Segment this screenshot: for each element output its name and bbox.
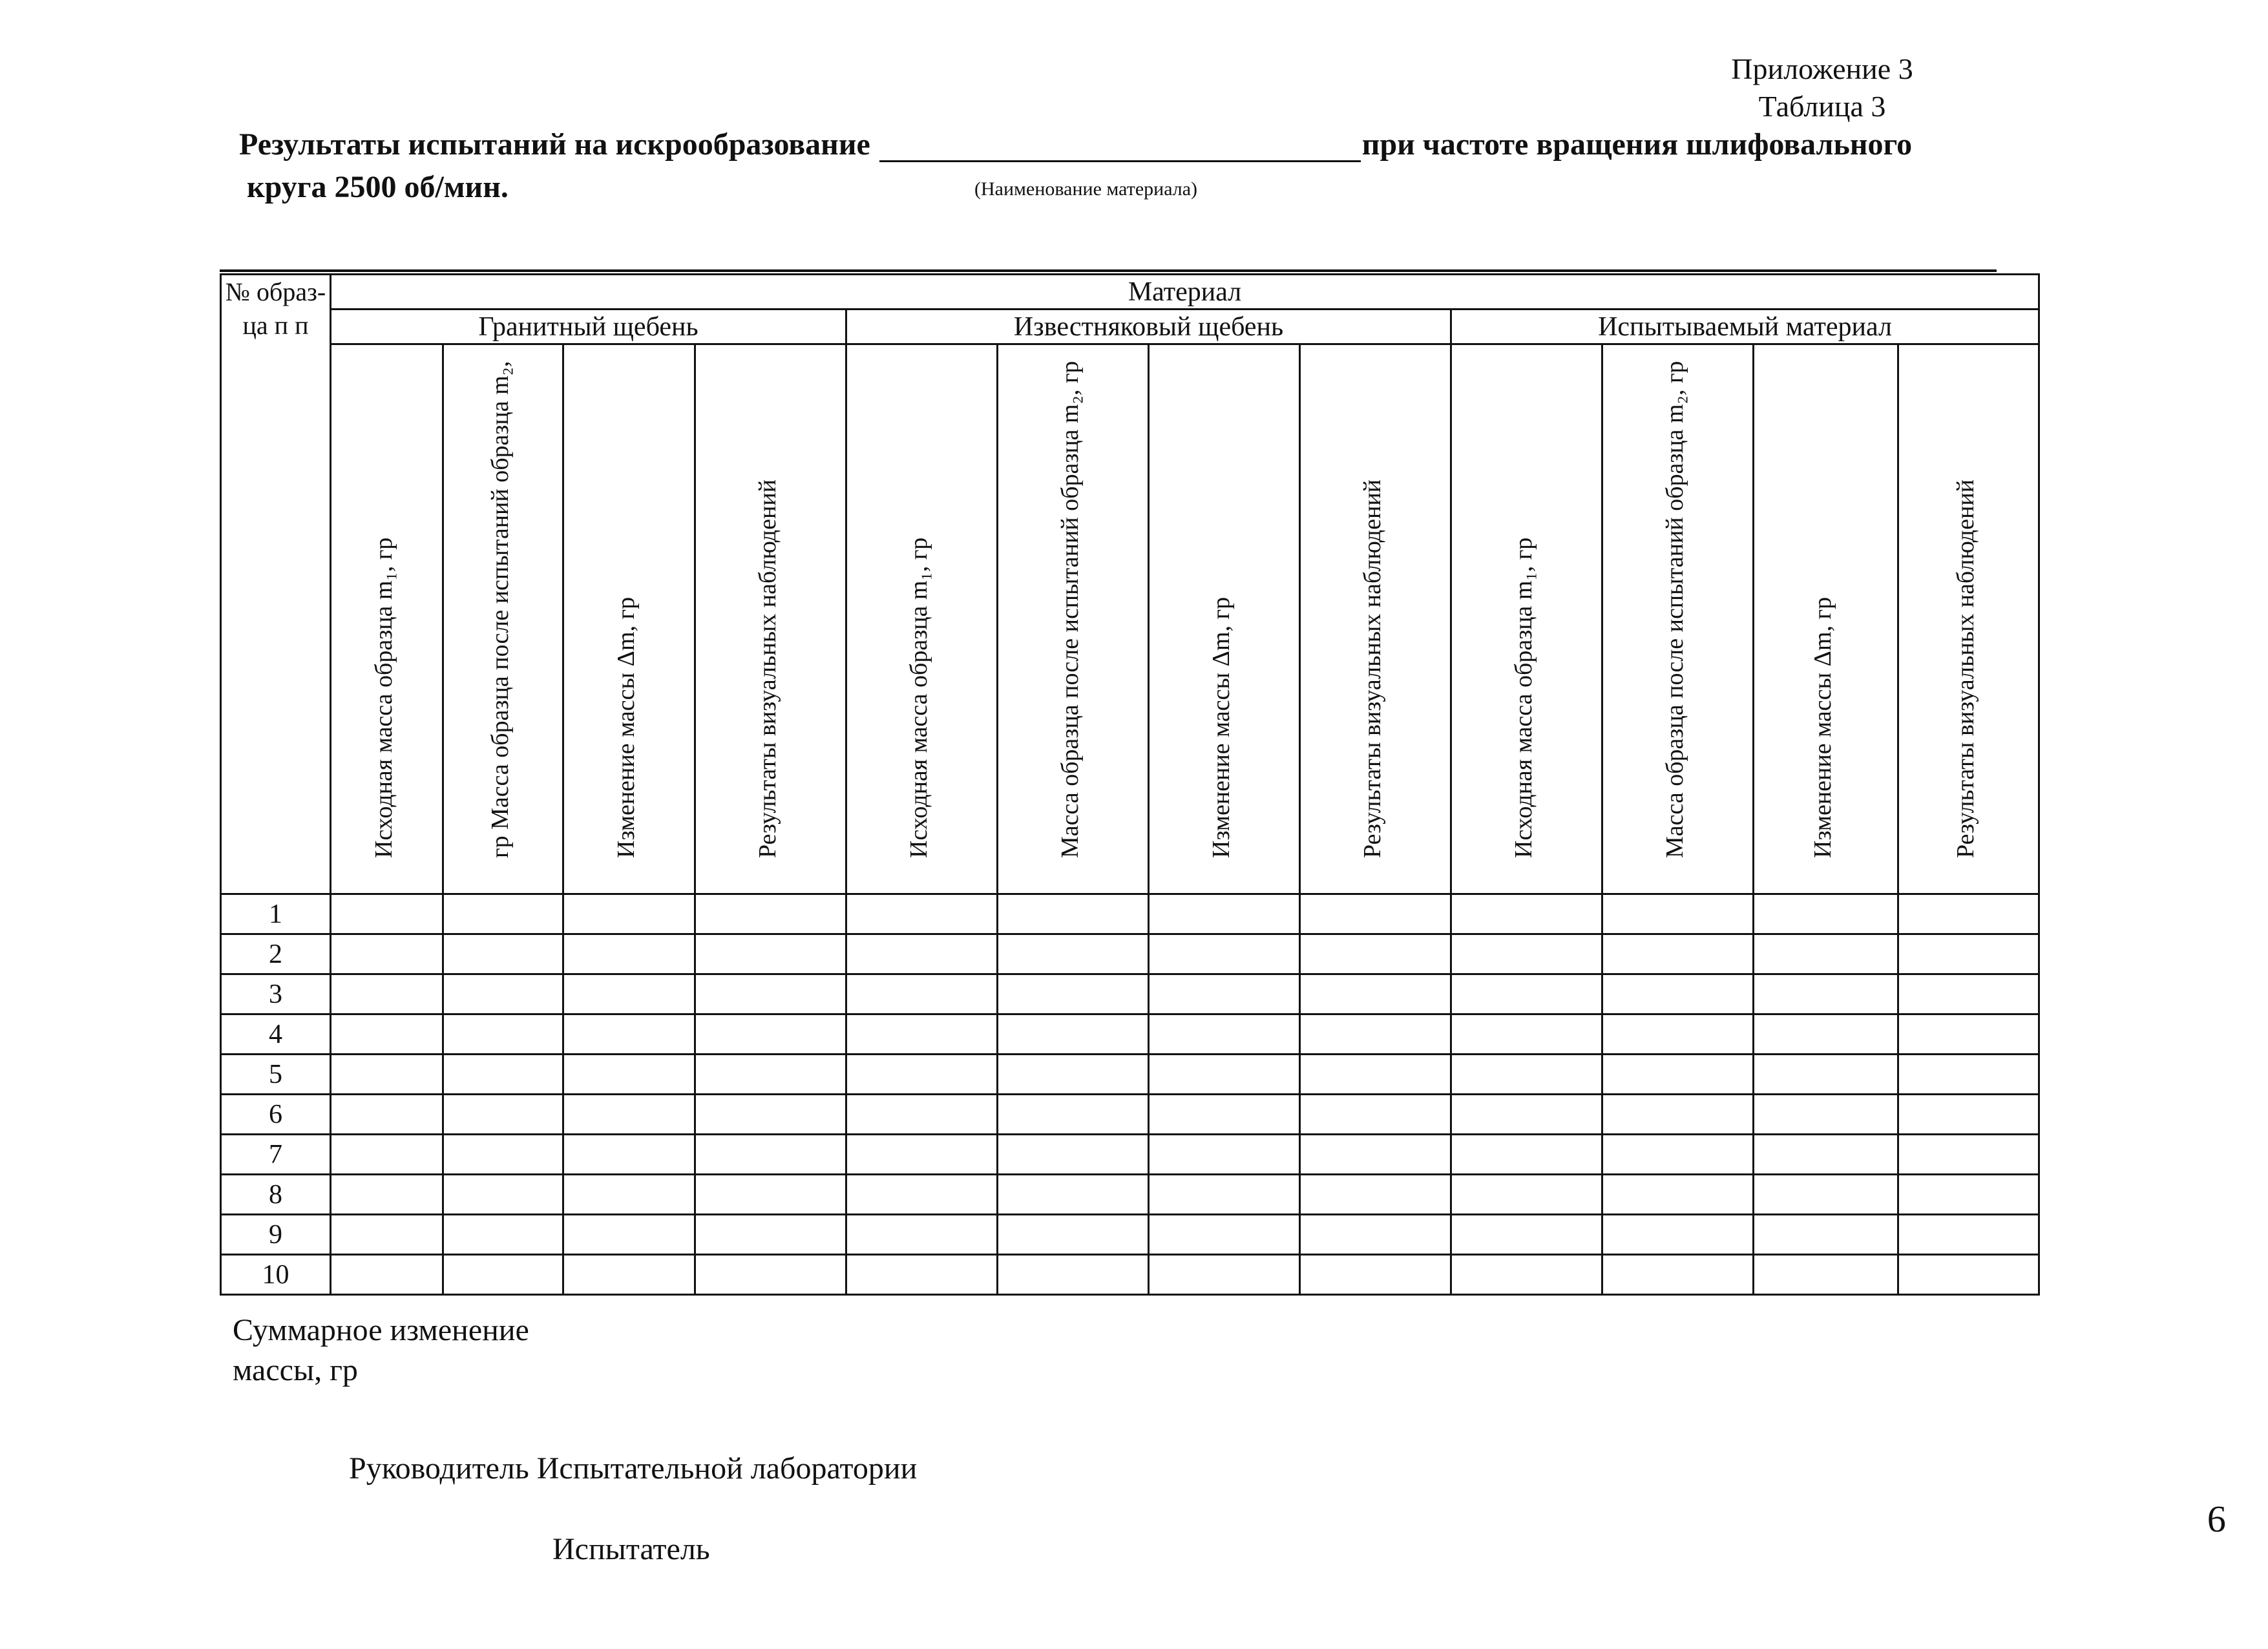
col-header-text: Результаты визуальных наблюдений — [1951, 479, 1979, 858]
data-cell[interactable] — [846, 1135, 998, 1175]
group-header-limestone: Известняковый щебень — [846, 310, 1451, 344]
data-cell[interactable] — [998, 974, 1149, 1014]
divider-line — [220, 269, 1997, 272]
data-cell[interactable] — [1898, 894, 2039, 934]
row-number: 8 — [221, 1175, 331, 1215]
col-header-text: Результаты визуальных наблюдений — [1358, 479, 1386, 858]
data-cell[interactable] — [331, 1095, 443, 1135]
table-row — [221, 894, 2039, 934]
data-cell[interactable] — [563, 1175, 695, 1215]
col-header — [1602, 344, 1754, 894]
row-number: 10 — [221, 1255, 331, 1295]
table-row — [221, 974, 2039, 1014]
data-cell[interactable] — [695, 974, 846, 1014]
page-number: 9 — [2207, 1498, 2226, 1540]
tester-signature: Испытатель — [552, 1532, 710, 1566]
data-cell[interactable] — [1754, 894, 1898, 934]
data-cell[interactable] — [998, 1255, 1149, 1295]
data-cell[interactable] — [1898, 934, 2039, 974]
data-cell[interactable] — [1451, 1055, 1602, 1095]
col-header-text: Результаты визуальных наблюдений — [753, 479, 781, 858]
data-cell[interactable] — [695, 1215, 846, 1255]
data-cell[interactable] — [695, 934, 846, 974]
data-cell[interactable] — [563, 1055, 695, 1095]
data-cell[interactable] — [1602, 934, 1754, 974]
data-cell[interactable] — [563, 1014, 695, 1055]
data-cell[interactable] — [1898, 1175, 2039, 1215]
data-cell[interactable] — [1300, 1255, 1451, 1295]
data-cell[interactable] — [331, 1255, 443, 1295]
col-header-text: Исходная масса образца m₁, гр — [905, 537, 932, 858]
table-row — [221, 1135, 2039, 1175]
document-title-line2: круга 2500 об/мин. — [247, 170, 509, 204]
data-cell[interactable] — [1149, 1255, 1300, 1295]
data-cell[interactable] — [1898, 1014, 2039, 1055]
data-cell[interactable] — [1602, 974, 1754, 1014]
data-cell[interactable] — [563, 1215, 695, 1255]
data-cell[interactable] — [331, 1055, 443, 1095]
data-cell[interactable] — [331, 894, 443, 934]
col-header — [443, 344, 563, 894]
data-cell[interactable] — [846, 974, 998, 1014]
data-cell[interactable] — [1451, 974, 1602, 1014]
data-cell[interactable] — [1451, 934, 1602, 974]
data-cell[interactable] — [1149, 1175, 1300, 1215]
table-row — [221, 1215, 2039, 1255]
col-header — [1149, 344, 1300, 894]
table-row — [221, 1055, 2039, 1095]
data-cell[interactable] — [1451, 1215, 1602, 1255]
col-header — [1451, 344, 1602, 894]
col-header-text: Исходная масса образца m₁, гр — [370, 537, 397, 858]
data-cell[interactable] — [1149, 974, 1300, 1014]
material-header: Материал — [331, 275, 2039, 310]
data-cell[interactable] — [846, 1014, 998, 1055]
data-cell[interactable] — [998, 1135, 1149, 1175]
group-header-tested: Испытываемый материал — [1451, 310, 2039, 344]
data-cell[interactable] — [1300, 1175, 1451, 1215]
col-header — [1898, 344, 2039, 894]
data-cell[interactable] — [331, 974, 443, 1014]
data-cell[interactable] — [563, 894, 695, 934]
data-cell[interactable] — [1754, 1135, 1898, 1175]
data-cell[interactable] — [846, 1055, 998, 1095]
data-cell[interactable] — [998, 1175, 1149, 1215]
data-cell[interactable] — [1602, 1095, 1754, 1135]
data-cell[interactable] — [1300, 1055, 1451, 1095]
data-cell[interactable] — [1149, 894, 1300, 934]
data-cell[interactable] — [443, 974, 563, 1014]
data-cell[interactable] — [1754, 1215, 1898, 1255]
data-cell[interactable] — [1300, 1215, 1451, 1255]
data-cell[interactable] — [1898, 1095, 2039, 1135]
data-cell[interactable] — [1898, 1055, 2039, 1095]
data-cell[interactable] — [998, 1055, 1149, 1095]
data-cell[interactable] — [331, 1175, 443, 1215]
data-cell[interactable] — [846, 894, 998, 934]
data-cell[interactable] — [1602, 1255, 1754, 1295]
data-cell[interactable] — [695, 1014, 846, 1055]
data-cell[interactable] — [331, 1215, 443, 1255]
data-cell[interactable] — [695, 1255, 846, 1295]
data-cell[interactable] — [695, 1055, 846, 1095]
row-number: 6 — [221, 1095, 331, 1135]
lab-head-signature: Руководитель Испытательной лаборатории — [349, 1451, 918, 1486]
data-cell[interactable] — [1451, 1175, 1602, 1215]
table-row — [221, 1255, 2039, 1295]
table-row — [221, 934, 2039, 974]
row-number: 3 — [221, 974, 331, 1014]
col-header — [998, 344, 1149, 894]
data-cell[interactable] — [443, 1095, 563, 1135]
data-cell[interactable] — [846, 1255, 998, 1295]
appendix-label — [1719, 50, 1926, 125]
data-cell[interactable] — [1754, 1095, 1898, 1135]
data-cell[interactable] — [1451, 1135, 1602, 1175]
data-cell[interactable] — [563, 934, 695, 974]
data-cell[interactable] — [443, 1215, 563, 1255]
col-header — [331, 344, 443, 894]
document-title — [239, 127, 1912, 162]
appendix-number: Приложение 3 — [1731, 52, 1913, 85]
data-cell[interactable] — [1754, 1175, 1898, 1215]
data-cell[interactable] — [1602, 1135, 1754, 1175]
row-number: 5 — [221, 1055, 331, 1095]
data-cell[interactable] — [1754, 974, 1898, 1014]
sample-number-header: № образ-ца п п — [221, 275, 331, 894]
data-cell[interactable] — [1300, 1135, 1451, 1175]
data-cell[interactable] — [443, 934, 563, 974]
col-header-text: Изменение массы Δm, гр — [1207, 596, 1235, 858]
data-cell[interactable] — [1602, 1175, 1754, 1215]
material-name-note: (Наименование материала) — [974, 178, 1198, 200]
data-cell[interactable] — [695, 1175, 846, 1215]
data-cell[interactable] — [1149, 934, 1300, 974]
col-header — [846, 344, 998, 894]
data-cell[interactable] — [1300, 1014, 1451, 1055]
table-row — [221, 1175, 2039, 1215]
title-part1: Результаты испытаний на искрообразование — [239, 127, 870, 162]
col-header — [695, 344, 846, 894]
table-body — [221, 894, 2039, 1295]
data-cell[interactable] — [1149, 1055, 1300, 1095]
data-cell[interactable] — [1300, 894, 1451, 934]
data-cell[interactable] — [563, 974, 695, 1014]
data-cell[interactable] — [1898, 1215, 2039, 1255]
data-cell[interactable] — [1754, 1055, 1898, 1095]
data-cell[interactable] — [563, 1095, 695, 1135]
data-cell[interactable] — [1149, 1095, 1300, 1135]
row-number: 2 — [221, 934, 331, 974]
data-cell[interactable] — [998, 1014, 1149, 1055]
col-header — [1754, 344, 1898, 894]
data-cell[interactable] — [563, 1135, 695, 1175]
material-name-blank[interactable] — [879, 132, 1361, 162]
data-cell[interactable] — [443, 1255, 563, 1295]
data-cell[interactable] — [331, 1135, 443, 1175]
data-cell[interactable] — [695, 1095, 846, 1135]
data-cell[interactable] — [1898, 1255, 2039, 1295]
data-cell[interactable] — [998, 1095, 1149, 1135]
data-cell[interactable] — [443, 1014, 563, 1055]
data-cell[interactable] — [1898, 1135, 2039, 1175]
table-row — [221, 1095, 2039, 1135]
col-header — [1300, 344, 1451, 894]
col-header-text: Изменение массы Δm, гр — [1809, 596, 1836, 858]
data-cell[interactable] — [443, 1055, 563, 1095]
data-cell[interactable] — [331, 934, 443, 974]
data-cell[interactable] — [1300, 1095, 1451, 1135]
data-cell[interactable] — [443, 1135, 563, 1175]
data-cell[interactable] — [443, 894, 563, 934]
row-number: 4 — [221, 1014, 331, 1055]
table-number: Таблица 3 — [1758, 90, 1886, 123]
col-header-text: гр Масса образца после испытаний образца m₂, — [486, 361, 514, 858]
data-cell[interactable] — [846, 934, 998, 974]
data-cell[interactable] — [1451, 1095, 1602, 1135]
data-cell[interactable] — [1602, 1215, 1754, 1255]
data-cell[interactable] — [1300, 974, 1451, 1014]
group-header-granite: Гранитный щебень — [331, 310, 846, 344]
data-cell[interactable] — [1602, 1055, 1754, 1095]
data-cell[interactable] — [1898, 974, 2039, 1014]
col-header-text: Исходная масса образца m₁, гр — [1509, 537, 1537, 858]
data-cell[interactable] — [846, 1095, 998, 1135]
data-cell[interactable] — [846, 1215, 998, 1255]
row-number: 9 — [221, 1215, 331, 1255]
data-cell[interactable] — [695, 894, 846, 934]
col-header — [563, 344, 695, 894]
data-cell[interactable] — [1754, 934, 1898, 974]
data-cell[interactable] — [1602, 1014, 1754, 1055]
data-cell[interactable] — [1451, 1255, 1602, 1295]
row-number: 7 — [221, 1135, 331, 1175]
data-cell[interactable] — [1754, 1014, 1898, 1055]
data-cell[interactable] — [1300, 934, 1451, 974]
data-cell[interactable] — [1602, 894, 1754, 934]
col-header-text: Изменение массы Δm, гр — [612, 596, 640, 858]
table-row — [221, 1014, 2039, 1055]
results-table — [220, 273, 2040, 1296]
data-cell[interactable] — [998, 1215, 1149, 1255]
data-cell[interactable] — [1451, 1014, 1602, 1055]
data-cell[interactable] — [331, 1014, 443, 1055]
data-cell[interactable] — [998, 894, 1149, 934]
data-cell[interactable] — [1754, 1255, 1898, 1295]
data-cell[interactable] — [846, 1175, 998, 1215]
data-cell[interactable] — [443, 1175, 563, 1215]
data-cell[interactable] — [695, 1135, 846, 1175]
data-cell[interactable] — [1451, 894, 1602, 934]
data-cell[interactable] — [1149, 1135, 1300, 1175]
title-part2: при частоте вращения шлифовального — [1361, 127, 1913, 162]
data-cell[interactable] — [1149, 1014, 1300, 1055]
data-cell[interactable] — [998, 934, 1149, 974]
col-header-text: Масса образца после испытаний образца m₂, гр — [1056, 361, 1084, 858]
data-cell[interactable] — [563, 1255, 695, 1295]
col-header-text: Масса образца после испытаний образца m₂, гр — [1661, 361, 1688, 858]
summary-label: Суммарное изменение массы, гр — [233, 1313, 529, 1387]
data-cell[interactable] — [1149, 1215, 1300, 1255]
row-number: 1 — [221, 894, 331, 934]
